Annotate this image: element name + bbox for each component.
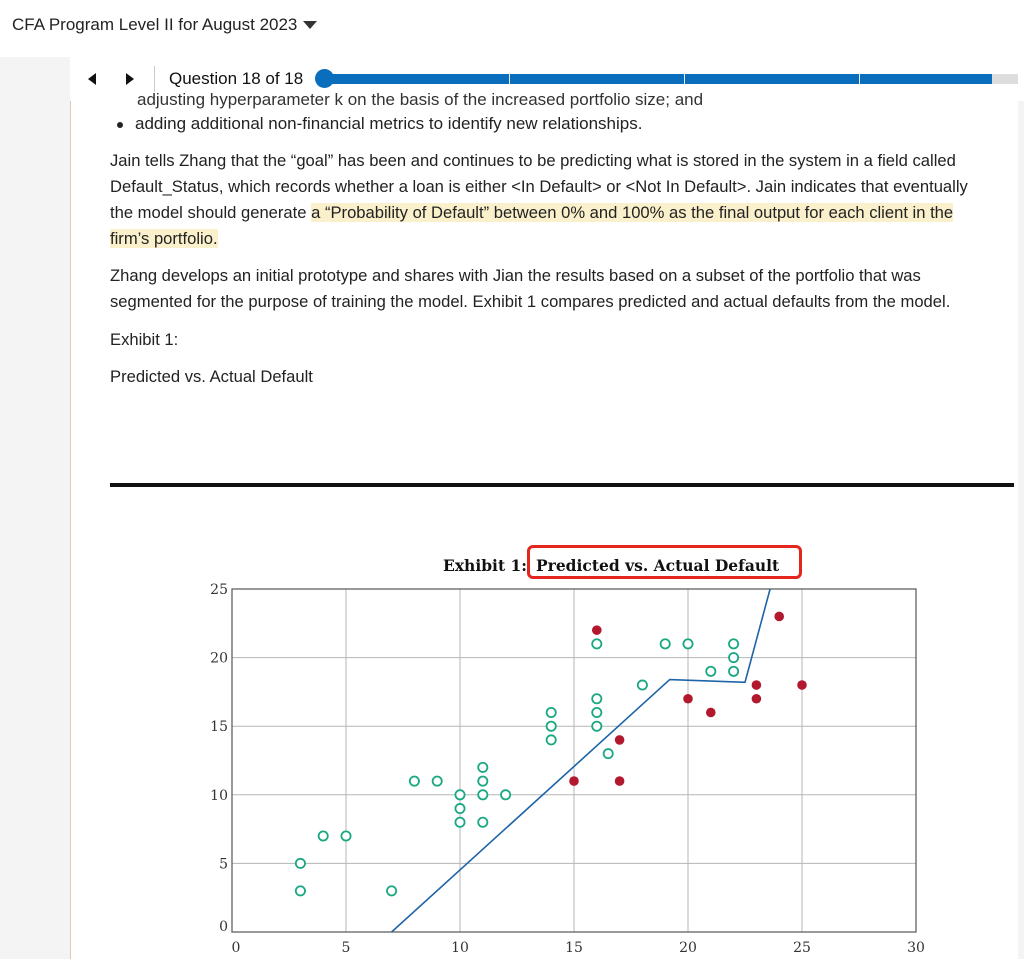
paragraph-text: the model should generate (110, 203, 312, 222)
hollow-data-point (729, 639, 738, 648)
filled-data-point (774, 612, 784, 622)
list-item-text: adding additional non-financial metrics to identify new relationships. (135, 114, 643, 133)
scatter-chart (71, 101, 1025, 959)
question-passage (70, 90, 1024, 959)
x-tick-label: 20 (679, 940, 697, 956)
y-tick-label: 5 (219, 856, 228, 873)
filled-data-point (569, 776, 579, 786)
hollow-data-point (729, 667, 738, 676)
chart-title-text: Predicted vs. Actual Default (536, 556, 780, 575)
hollow-data-point (547, 735, 556, 744)
progress-bar (326, 74, 1018, 84)
hollow-data-point (729, 653, 738, 662)
hollow-data-point (455, 804, 464, 813)
hollow-data-point (296, 886, 305, 895)
filled-data-point (683, 694, 693, 704)
filled-data-point (752, 680, 762, 690)
hollow-data-point (478, 763, 487, 772)
hollow-data-point (547, 722, 556, 731)
y-tick-label: 0 (219, 919, 228, 935)
hollow-data-point (455, 790, 464, 799)
y-tick-label: 25 (210, 582, 228, 598)
hollow-data-point (661, 639, 670, 648)
hollow-data-point (638, 680, 647, 689)
program-selector[interactable] (12, 15, 317, 35)
caret-down-icon (303, 21, 317, 29)
progress-bar-fill (326, 74, 992, 84)
filled-data-point (752, 694, 762, 704)
question-counter: Question 18 of 18 (169, 69, 304, 88)
hollow-data-point (592, 694, 601, 703)
filled-data-point (615, 735, 625, 745)
hollow-data-point (478, 790, 487, 799)
top-bar (0, 0, 1024, 57)
highlighted-text[interactable]: a “Probability of Default” between 0% and 100% as the final output for each client in the (311, 203, 954, 222)
x-tick-label: 30 (907, 940, 925, 956)
paragraph-line: Zhang develops an initial prototype and shares with Jian the results based on a subset of the portfolio that was (110, 266, 921, 285)
hollow-data-point (683, 639, 692, 648)
filled-data-point (592, 625, 602, 635)
exhibit-caption: Predicted vs. Actual Default (110, 367, 313, 386)
filled-data-point (797, 680, 807, 690)
hollow-data-point (592, 722, 601, 731)
x-tick-label: 25 (793, 940, 811, 956)
hollow-data-point (410, 776, 419, 785)
chart-title-prefix: Exhibit 1: (443, 556, 528, 575)
x-tick-label: 5 (341, 940, 351, 956)
filled-data-point (615, 776, 625, 786)
x-tick-label: 10 (451, 940, 469, 956)
exhibit-label: Exhibit 1: (110, 330, 179, 349)
progress-segment-divider (509, 74, 510, 84)
progress-segment-divider (859, 74, 860, 84)
fit-line (392, 589, 770, 932)
y-tick-label: 10 (210, 787, 228, 804)
hollow-data-point (592, 708, 601, 717)
x-tick-label: 0 (231, 940, 241, 956)
next-question-icon[interactable] (126, 73, 134, 85)
nav-divider (154, 66, 155, 92)
previous-question-icon[interactable] (88, 73, 96, 85)
hollow-data-point (387, 886, 396, 895)
hollow-data-point (706, 667, 715, 676)
paragraph-line: Jain tells Zhang that the “goal” has been and continues to be predicting what is stored in the system in a field called (110, 151, 956, 170)
filled-data-point (706, 708, 716, 718)
progress-segment-divider (684, 74, 685, 84)
hollow-data-point (319, 831, 328, 840)
left-gutter (0, 57, 70, 959)
hollow-data-point (341, 831, 350, 840)
hollow-data-point (296, 859, 305, 868)
highlighted-text[interactable]: firm’s portfolio. (110, 229, 218, 248)
hollow-data-point (433, 776, 442, 785)
x-tick-label: 15 (565, 940, 583, 956)
hollow-data-point (478, 818, 487, 827)
hollow-data-point (592, 639, 601, 648)
paragraph-line: Default_Status, which records whether a loan is either <In Default> or <Not In Default>. Jain indicates that eventually (110, 177, 968, 196)
hollow-data-point (501, 790, 510, 799)
hollow-data-point (478, 776, 487, 785)
progress-slider-handle[interactable] (315, 69, 334, 88)
partially-hidden-line: adjusting hyperparameter k on the basis of the increased portfolio size; and (137, 90, 704, 109)
hollow-data-point (547, 708, 556, 717)
program-title: CFA Program Level II for August 2023 (12, 15, 298, 34)
hollow-data-point (604, 749, 613, 758)
y-tick-label: 15 (210, 719, 228, 736)
paragraph-line: segmented for the purpose of training the model. Exhibit 1 compares predicted and actual defaults from the model. (110, 292, 951, 311)
hollow-data-point (455, 818, 464, 827)
y-tick-label: 20 (210, 650, 228, 667)
